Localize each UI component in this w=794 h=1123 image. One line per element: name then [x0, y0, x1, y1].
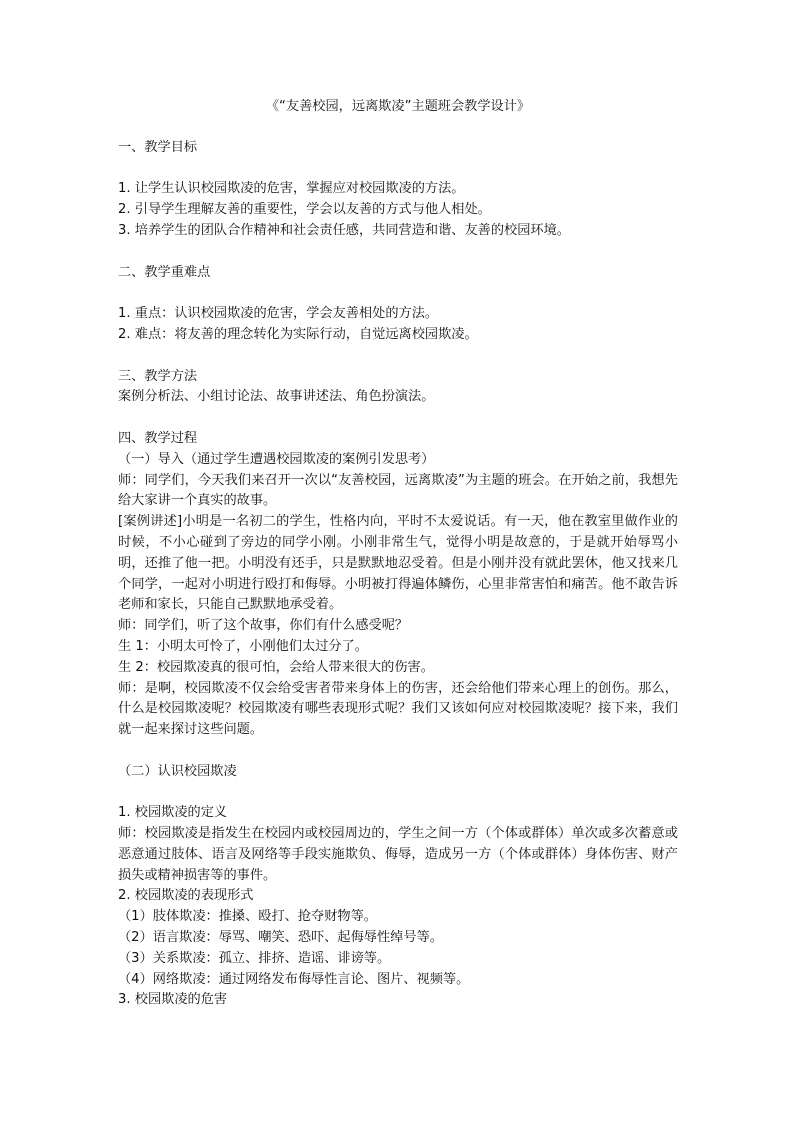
definition-heading: 1. 校园欺凌的定义 [118, 805, 228, 821]
spacer [118, 159, 678, 180]
forms-heading: 2. 校园欺凌的表现形式 [118, 888, 254, 904]
student-2-response: 生 2：校园欺凌真的很可怕，会给人带来很大的伤害。 [118, 659, 434, 675]
key-point-item-2: 2. 难点：将友善的理念转化为实际行动，自觉远离校园欺凌。 [118, 326, 478, 342]
section-heading-methods: 三、教学方法 [118, 368, 198, 384]
document-title: 《“友善校园，远离欺凌”主题班会教学设计》 [265, 99, 531, 114]
subsection-intro-heading: （一）导入（通过学生遭遇校园欺凌的案例引发思考） [118, 451, 435, 467]
key-point-item-1: 1. 重点：认识校园欺凌的危害，学会友善相处的方法。 [118, 306, 439, 322]
case-story-paragraph: [案例讲述]小明是一名初二的学生，性格内向，平时不太爱说话。有一天，他在教室里做作业的时候，不小心碰到了旁边的同学小刚。小刚非常生气，觉得小明是故意的，于是就开始辱骂小明，还推了他一把。小明没有还手，只是默默地忍受着。但是小刚并没有就此罢休，他又找来几个同学，一起对小明进行殴打和侮辱。小明被打得遍体鳞伤，心里非常害怕和痛苦。他不敢告诉老师和家长，只能自己默默地承受着。 [118, 514, 678, 613]
form-item-verbal: （2）语言欺凌：辱骂、嘲笑、恐吓、起侮辱性绰号等。 [118, 930, 443, 946]
form-item-physical: （1）肢体欺凌：推搡、殴打、抢夺财物等。 [118, 909, 377, 925]
teacher-question-paragraph: 师：同学们，听了这个故事，你们有什么感受呢？ [118, 618, 409, 634]
form-item-cyber: （4）网络欺凌：通过网络发布侮辱性言论、图片、视频等。 [118, 971, 470, 987]
methods-text: 案例分析法、小组讨论法、故事讲述法、角色扮演法。 [118, 389, 435, 405]
spacer [118, 242, 678, 263]
spacer [118, 783, 678, 804]
section-heading-process: 四、教学过程 [118, 430, 198, 446]
spacer [118, 408, 678, 429]
definition-paragraph: 师：校园欺凌是指发生在校园内或校园周边的，学生之间一方（个体或群体）单次或多次蓄意或恶意通过肢体、语言及网络等手段实施欺负、侮辱，造成另一方（个体或群体）身体伤害、财产损失或精神损害等的事件。 [118, 826, 678, 883]
subsection-understanding-heading: （二）认识校园欺凌 [118, 763, 237, 779]
student-1-response: 生 1：小明太可怜了，小刚他们太过分了。 [118, 638, 368, 654]
teacher-summary-paragraph: 师：是啊，校园欺凌不仅会给受害者带来身体上的伤害，还会给他们带来心理上的创伤。那么，什么是校园欺凌呢？校园欺凌有哪些表现形式呢？我们又该如何应对校园欺凌呢？接下来，我们就一起来探讨这些问题。 [118, 680, 678, 738]
section-heading-objectives: 一、教学目标 [118, 139, 198, 155]
harms-heading: 3. 校园欺凌的危害 [118, 992, 228, 1008]
objective-item-1: 1. 让学生认识校园欺凌的危害，掌握应对校园欺凌的方法。 [118, 181, 465, 197]
objective-item-2: 2. 引导学生理解友善的重要性，学会以友善的方式与他人相处。 [118, 202, 491, 218]
spacer [118, 283, 678, 304]
section-heading-key-points: 二、教学重难点 [118, 264, 211, 280]
spacer [118, 346, 678, 367]
spacer [118, 741, 678, 762]
objective-item-3: 3. 培养学生的团队合作精神和社会责任感，共同营造和谐、友善的校园环境。 [118, 222, 570, 238]
form-item-relational: （3）关系欺凌：孤立、排挤、造谣、诽谤等。 [118, 950, 391, 966]
teacher-opening-paragraph: 师：同学们，今天我们来召开一次以“友善校园，远离欺凌”为主题的班会。在开始之前，我想先给大家讲一个真实的故事。 [118, 472, 678, 509]
document-body [118, 97, 678, 1011]
